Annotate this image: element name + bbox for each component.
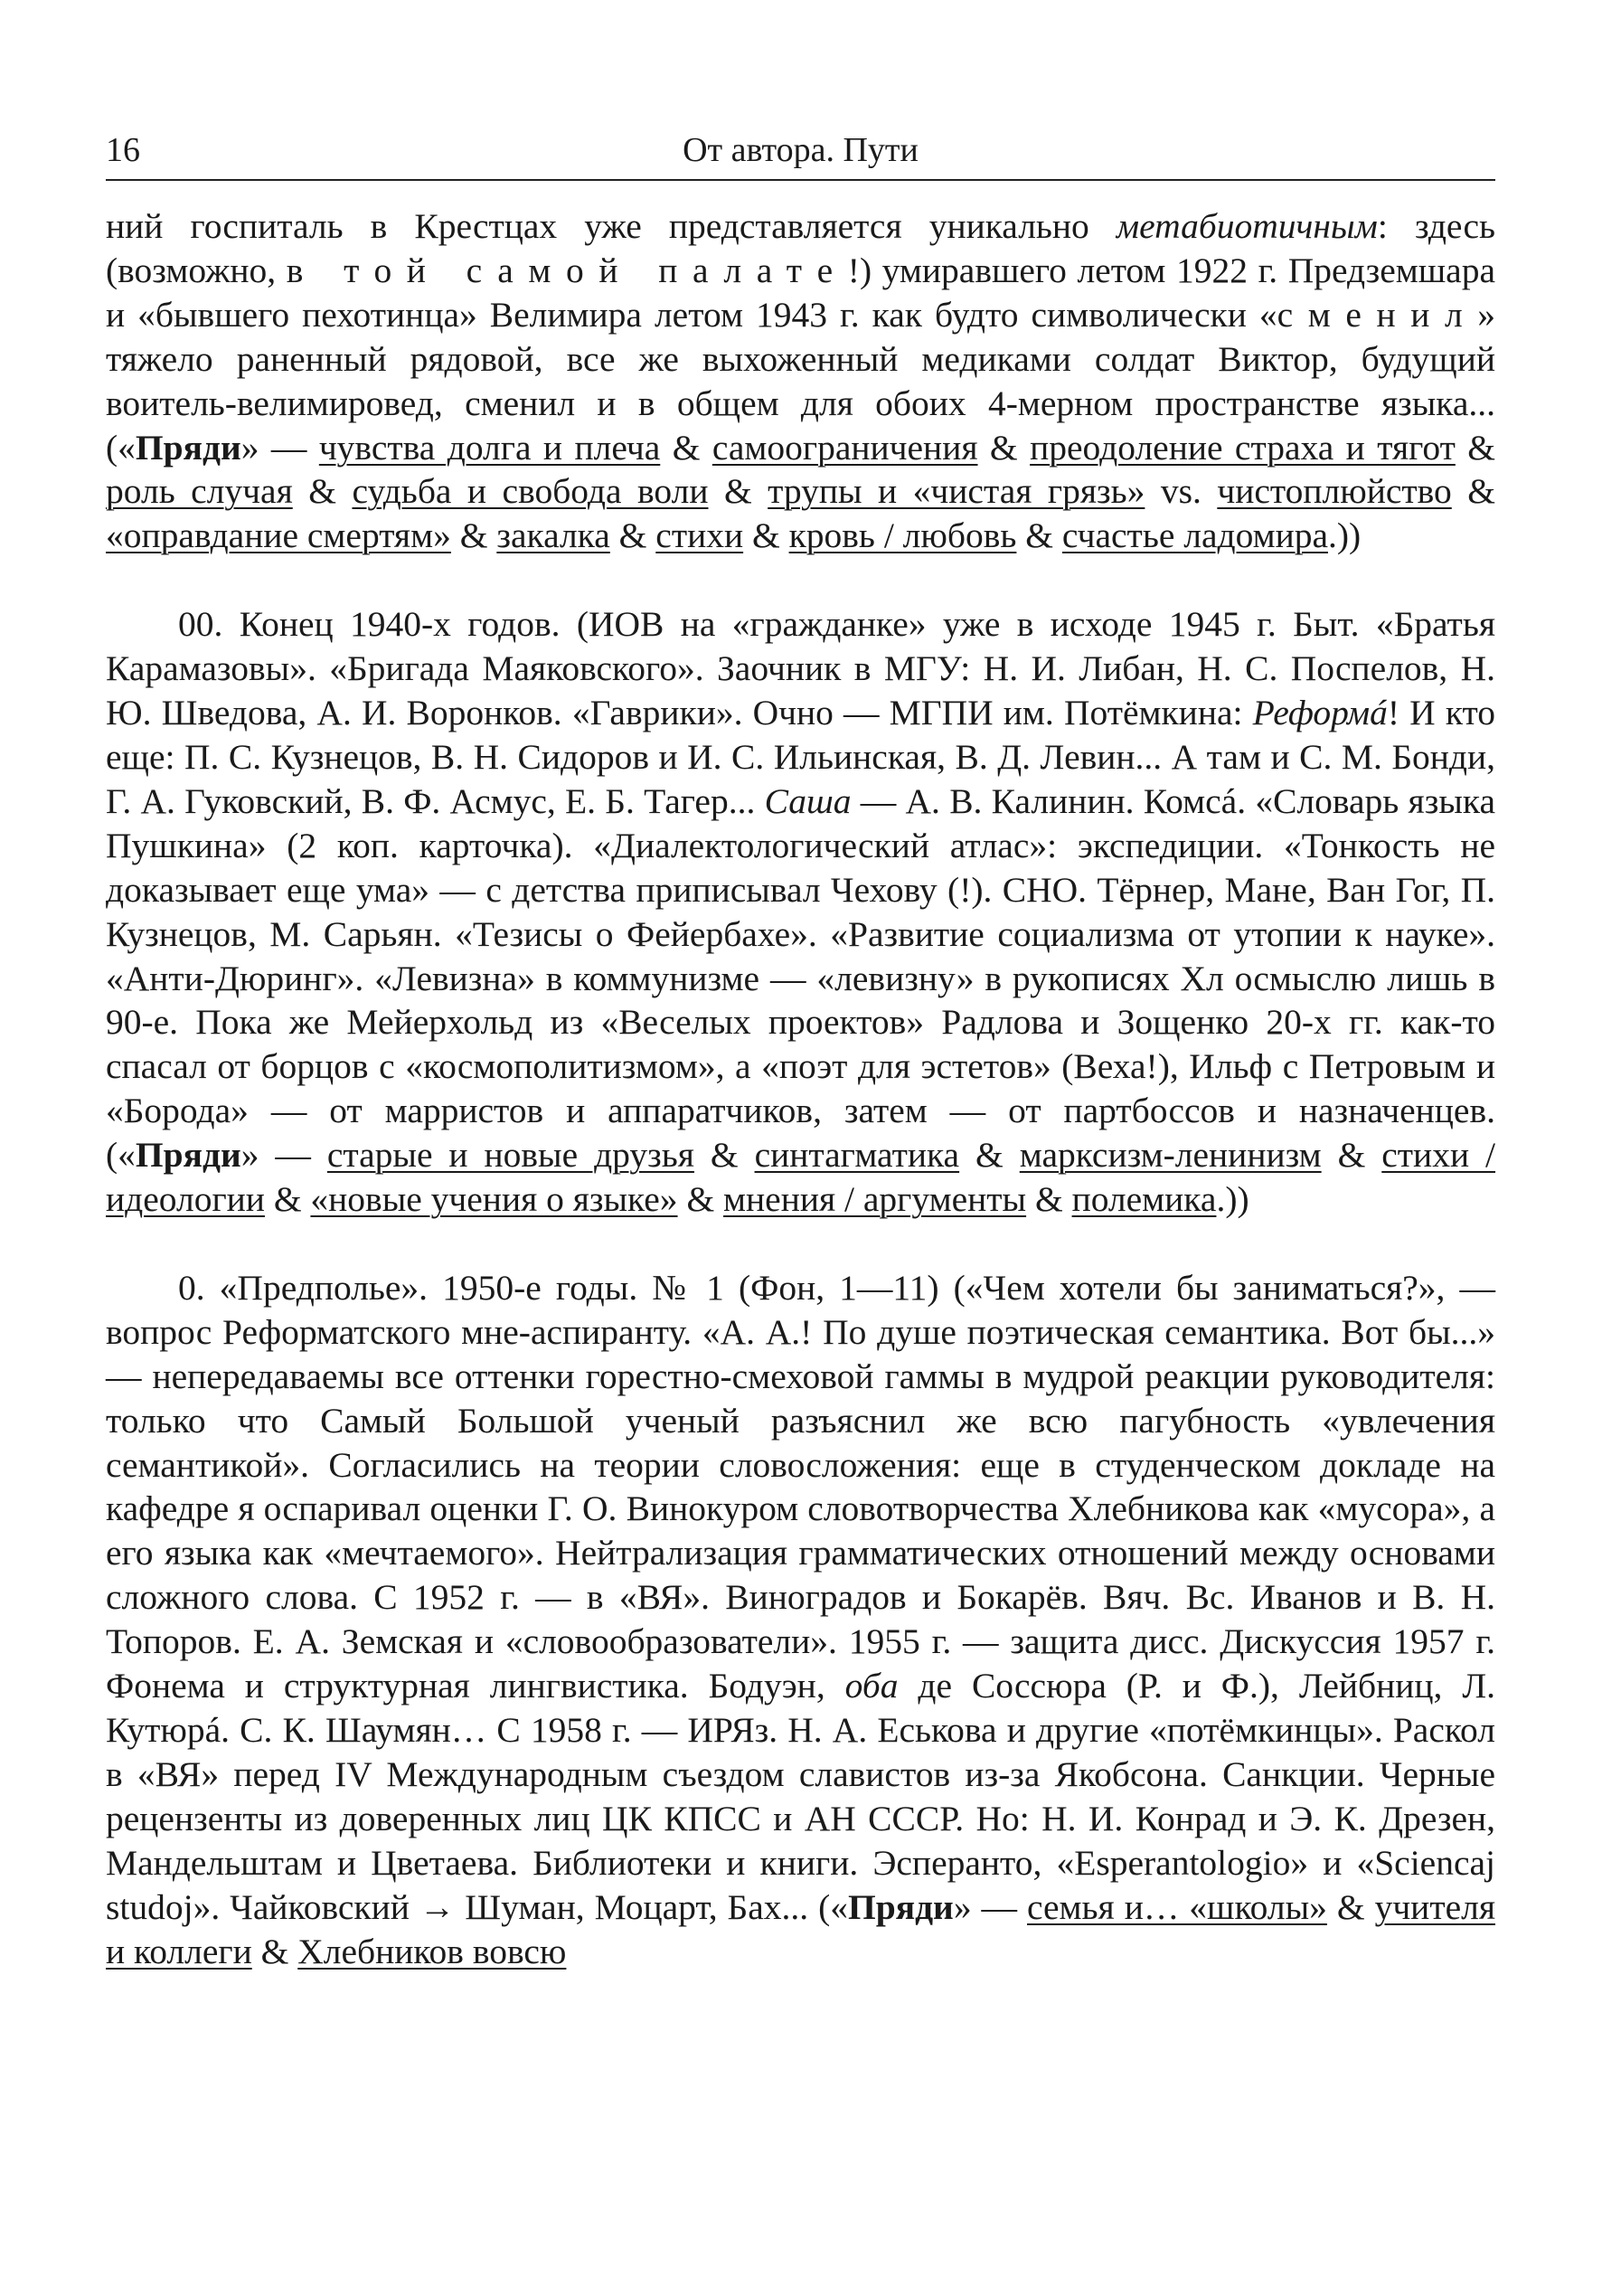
- underlined-strand: «оправдание смертям»: [106, 515, 451, 556]
- underlined-strand: стихи: [655, 515, 744, 556]
- text-run: &: [609, 515, 656, 556]
- underlined-strand: судьба и свобода воли: [352, 471, 709, 512]
- underlined-strand: полемика: [1071, 1179, 1217, 1220]
- text-run: : здесь (возможно,: [106, 206, 1495, 290]
- italic-text: оба: [844, 1666, 899, 1706]
- text-run: 0. «Предполье». 1950-е годы. № 1 (Фон, 1—11) («Чем хотели бы заниматься?», — вопрос Реформатского мне-аспиранту. «А. А.! По душе поэтическая семантика. Вот бы...» — непередаваемы все оттенки горестно-смеховой гаммы в мудрой реакции руководителя: только что Самый Большой ученый разъяснил же всю пагубность «увлечения семантикой». Согласились на теории словосложения: еще в студенческом докладе на кафедре я оспаривал оценки Г. О. Винокуром словотворчества Хлебникова как «мусора», а его языка как «мечтаемого». Нейтрализация грамматических отношений между основами сложного слова. С 1952 г. — в «ВЯ». Виноградов и Бокарёв. Вяч. Вс. Иванов и В. Н. Топоров. Е. А. Земская и «словообразователи». 1955 г. — защита дисс. Дискуссия 1957 г. Фонема и структурная лингвистика. Бодуэн,: [106, 1267, 1495, 1706]
- running-title: От автора. Пути: [683, 131, 919, 169]
- text-run: 00. Конец 1940-х годов. (ИОВ на «гражданке» уже в исходе 1945 г. Быт. «Братья Карамазовы». «Бригада Маяковского». Заочник в МГУ: Н. И. Либан, Н. С. Поспелов, Н. Ю. Шведова, А. И. Воронков. «Гаврики». Очно — МГПИ им. Потёмкина:: [106, 604, 1495, 733]
- underlined-strand: старые и новые друзья: [326, 1135, 694, 1176]
- text-run: ний госпиталь в Крестцах уже представляется уникально: [106, 206, 1117, 246]
- spaced-emphasis: сменил: [1277, 294, 1478, 335]
- text-run: &: [977, 427, 1031, 468]
- underlined-strand: марксизм-ленинизм: [1019, 1135, 1322, 1176]
- underlined-strand: чувства долга и плеча: [318, 427, 661, 468]
- underlined-strand: преодоление страха и тягот: [1030, 427, 1456, 468]
- underlined-strand: самоограничения: [711, 427, 978, 468]
- underlined-strand: роль случая: [106, 471, 293, 512]
- underlined-strand: стихи / идеологии: [106, 1135, 1496, 1220]
- text-run: &: [660, 427, 712, 468]
- bold-term: Пряди: [135, 427, 241, 468]
- underlined-strand: чистоплюйство: [1217, 471, 1452, 512]
- underlined-strand: счастье ладомира: [1061, 515, 1328, 556]
- spaced-emphasis: в той самой палате: [286, 250, 848, 290]
- paragraph-gap: [106, 1222, 1495, 1266]
- text-run: ! И кто еще: П. С. Кузнецов, В. Н. Сидоров и И. С. Ильинская, В. Д. Левин... А там и С. М. Бонди, Г. А. Гуковский, В. Ф. Асмус, Е. Б. Тагер...: [106, 693, 1495, 821]
- text-run: &: [264, 1179, 311, 1220]
- text-run: &: [1326, 1886, 1375, 1927]
- underlined-strand: мнения / аргументы: [723, 1179, 1027, 1220]
- text-run: » тяжело раненный рядовой, все же выхоженный медиками солдат Виктор, будущий воитель-велимировед, сменил и в общем для обоих 4-мерном пространстве языка... («: [106, 294, 1495, 468]
- text-run: &: [1455, 427, 1496, 468]
- text-run: &: [959, 1135, 1020, 1176]
- bold-term: Пряди: [848, 1886, 954, 1927]
- underlined-strand: «новые учения о языке»: [310, 1179, 678, 1220]
- text-run: &: [292, 471, 353, 512]
- text-run: — А. В. Калинин. Комсá. «Словарь языка Пушкина» (2 коп. карточка). «Диалектологический атлас»: экспедиции. «Тонкость не доказывает еще ума» — с детства приписывал Чехову (!). СНО. Тёрнер, Мане, Ван Гог, П. Кузнецов, М. Сарьян. «Тезисы о Фейербахе». «Развитие социализма от утопии к науке». «Анти-Дюринг». «Левизна» в коммунизме — «левизну» в рукописях Хл осмыслю лишь в 90-е. Пока же Мейерхольд из «Веселых проектов» Радлова и Зощенко 20-х гг. как-то спасал от борцов с «космополитизмом», а «поэт для эстетов» (Веха!), Ильф с Петровым и «Борода» — от марристов и аппаратчиков, затем — от партбоссов и назначенцев. («: [106, 780, 1495, 1176]
- text-run: .)): [1216, 1179, 1249, 1220]
- paragraph-1940s: [106, 602, 1495, 1222]
- bold-term: Пряди: [135, 1135, 241, 1176]
- underlined-strand: закалка: [496, 515, 610, 556]
- text-run: &: [1026, 1179, 1072, 1220]
- underlined-strand: Хлебников вовсю: [297, 1931, 567, 1971]
- page-number: 16: [106, 131, 140, 169]
- text-run: &: [1016, 515, 1062, 556]
- text-run: &: [1451, 471, 1495, 512]
- text-run: &: [693, 1135, 755, 1176]
- text-run: » —: [240, 427, 319, 468]
- underlined-strand: кровь / любовь: [788, 515, 1017, 556]
- running-header: [106, 128, 1495, 181]
- text-run: &: [1321, 1135, 1382, 1176]
- text-run: &: [743, 515, 789, 556]
- italic-text: метабиотичным: [1116, 206, 1378, 246]
- italic-text: Саша: [764, 780, 852, 821]
- page-body: [106, 204, 1495, 1973]
- text-run: &: [450, 515, 497, 556]
- underlined-strand: семья и… «школы»: [1027, 1886, 1327, 1927]
- paragraph-1950s: [106, 1266, 1495, 1974]
- text-run: » —: [240, 1135, 327, 1176]
- paragraph-gap: [106, 558, 1495, 602]
- text-run: vs.: [1145, 471, 1218, 512]
- text-run: &: [251, 1931, 298, 1971]
- text-run: &: [708, 471, 768, 512]
- paragraph-continuation: [106, 204, 1495, 558]
- underlined-strand: трупы и «чистая грязь»: [768, 471, 1145, 512]
- underlined-strand: учителя и коллеги: [106, 1886, 1495, 1971]
- text-run: » —: [953, 1886, 1027, 1927]
- text-run: !) умиравшего летом 1922 г. Предземшара и «бывшего пехотинца» Велимира летом 1943 г. как будто символически «: [106, 250, 1495, 335]
- text-run: .)): [1328, 515, 1362, 556]
- text-run: &: [677, 1179, 724, 1220]
- underlined-strand: синтагматика: [754, 1135, 960, 1176]
- text-run: де Соссюра (Р. и Ф.), Лейбниц, Л. Кутюрá. С. К. Шаумян… С 1958 г. — ИРЯз. Н. А. Еськова и другие «потёмкинцы». Раскол в «ВЯ» перед IV Международным съездом славистов из-за Якобсона. Санкции. Черные рецензенты из доверенных лиц ЦК КПСС и АН СССР. Но: Н. И. Конрад и Э. К. Дрезен, Мандельштам и Цветаева. Библиотеки и книги. Эсперанто, «Esperantologio» и «Sciencaj studoj». Чайковский → Шуман, Моцарт, Бах... («: [106, 1666, 1495, 1927]
- italic-text: Реформá: [1252, 693, 1388, 733]
